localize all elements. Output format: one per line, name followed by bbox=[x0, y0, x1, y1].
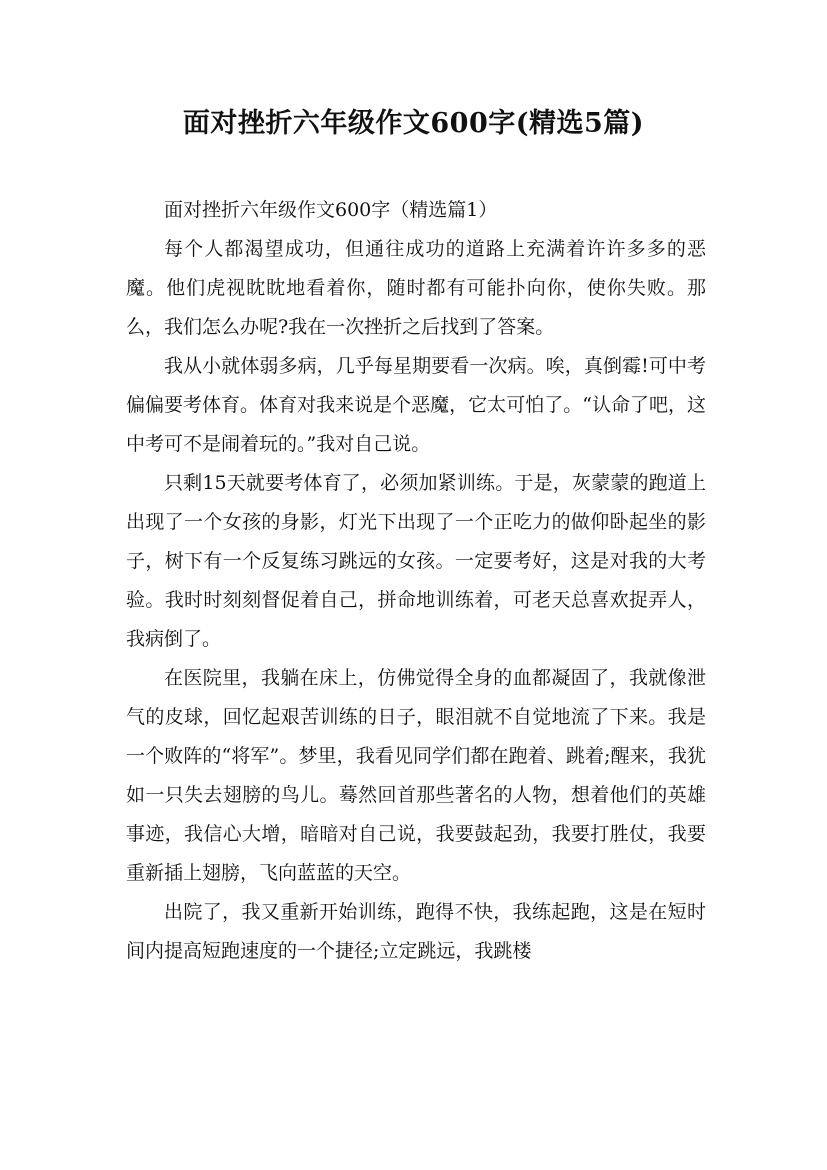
section-heading: 面对挫折六年级作文600字（精选篇1） bbox=[164, 199, 498, 221]
paragraph: 每个人都渴望成功，但通往成功的道路上充满着许许多多的恶魔。他们虎视眈眈地看着你，随时都有可能扑向你，使你失败。那么，我们怎么办呢?我在一次挫折之后找到了答案。 bbox=[126, 238, 706, 338]
paragraph: 出院了，我又重新开始训练，跑得不快，我练起跑，这是在短时间内提高短跑速度的一个捷径;立定跳远，我跳楼 bbox=[126, 901, 706, 962]
document-body bbox=[126, 191, 706, 971]
paragraph: 我从小就体弱多病，几乎每星期要看一次病。唉，真倒霉!可中考偏偏要考体育。体育对我来说是个恶魔，它太可怕了。“认命了吧，这中考可不是闹着玩的。”我对自己说。 bbox=[126, 355, 706, 455]
paragraph: 在医院里，我躺在床上，仿佛觉得全身的血都凝固了，我就像泄气的皮球，回忆起艰苦训练的日子，眼泪就不自觉地流了下来。我是一个败阵的“将军”。梦里，我看见同学们都在跑着、跳着;醒来，我犹如一只失去翅膀的鸟儿。蓦然回首那些著名的人物，想着他们的英雄事迹，我信心大增，暗暗对自己说，我要鼓起劲，我要打胜仗，我要重新插上翅膀，飞向蓝蓝的天空。 bbox=[126, 667, 706, 884]
paragraph: 只剩15天就要考体育了，必须加紧训练。于是，灰蒙蒙的跑道上出现了一个女孩的身影，灯光下出现了一个正吃力的做仰卧起坐的影子，树下有一个反复练习跳远的女孩。一定要考好，这是对我的大考验。我时时刻刻督促着自己，拼命地训练着，可老天总喜欢捉弄人，我病倒了。 bbox=[126, 472, 706, 650]
document-title: 面对挫折六年级作文600字(精选5篇) bbox=[182, 108, 645, 139]
